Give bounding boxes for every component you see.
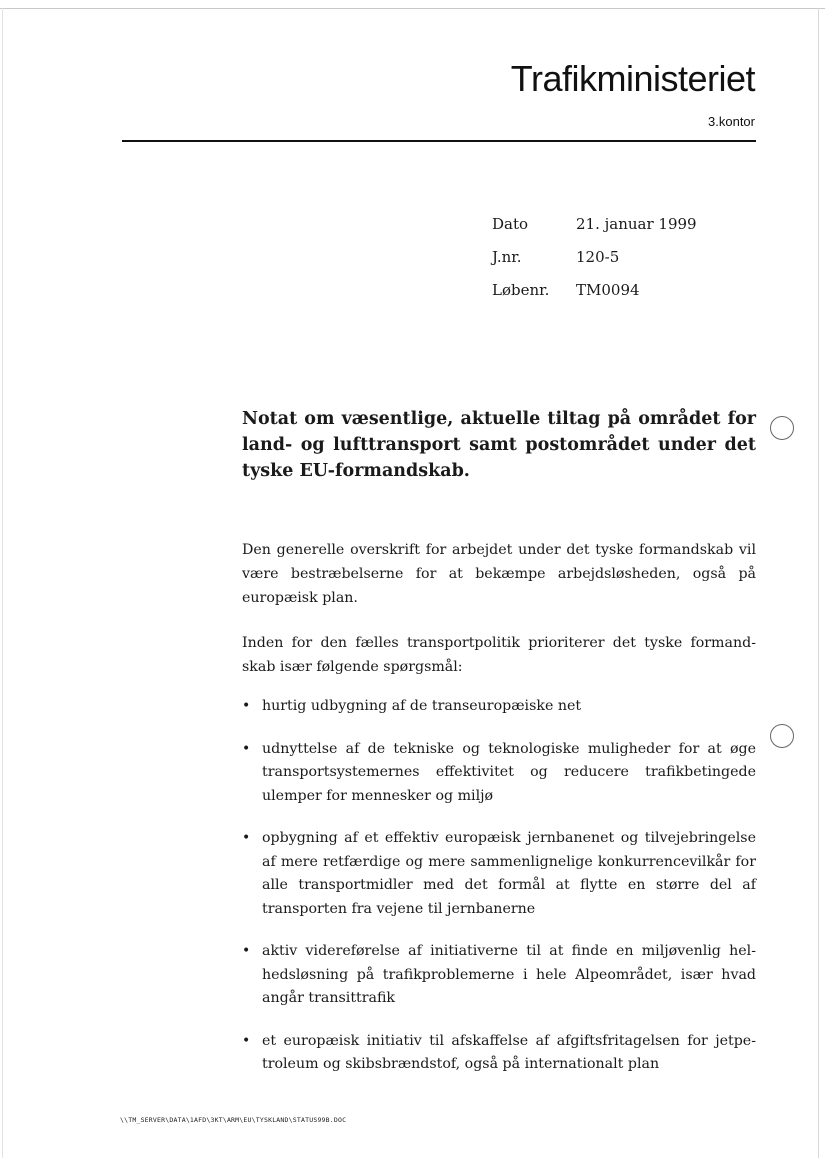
header-rule [122, 140, 756, 142]
bullet-icon: • [242, 1032, 251, 1049]
punch-hole-icon [770, 416, 794, 440]
memo-title: Notat om væsentlige, aktuelle tiltag på området for land- og lufttransport samt postområdet under det tyske EU-formandskab. [242, 409, 756, 481]
bullet-icon: • [242, 740, 251, 757]
meta-row-serial [492, 281, 697, 314]
file-path-footer: \\TM_SERVER\DATA\1AFD\3KT\ARM\EU\TYSKLAND\STATUS99B.DOC [120, 1116, 347, 1124]
page-edge-top [0, 8, 825, 9]
bullet-icon: • [242, 698, 251, 714]
page-edge-right [818, 8, 819, 1158]
journal-number-label: J.nr. [492, 248, 522, 266]
page-edge-left [2, 8, 3, 1158]
list-item: • hurtig udbygning af de transeuropæiske net [242, 695, 756, 719]
meta-row-journal [492, 248, 697, 281]
serial-number-value: TM0094 [576, 281, 640, 299]
punch-hole-icon [770, 724, 794, 748]
journal-number-value: 120-5 [576, 248, 620, 266]
date-label: Dato [492, 215, 529, 233]
serial-number-label: Løbenr. [492, 281, 550, 299]
bullet-icon: • [242, 943, 251, 959]
list-item: • et europæisk initiativ til afskaffelse af afgiftsfritagelsen for jetpe-troleum og skibsbrændstof, også på internationalt plan [242, 1030, 756, 1077]
priorities-paragraph: Inden for den fælles transportpolitik prioriterer det tyske formand-skab især følgende spørgsmål: [242, 635, 756, 675]
priority-list [242, 695, 756, 1096]
meta-row-date [492, 215, 697, 248]
list-item: • opbygning af et effektiv europæisk jernbanenet og tilvejebringelse af mere retfærdige og mere sammenlignelige konkurrencevilkår for alle transportmidler med det formål at flytte en større del af transporten fra vejene til jernbanerne [242, 827, 756, 921]
date-value: 21. januar 1999 [576, 215, 697, 233]
bullet-icon: • [242, 830, 251, 846]
intro-paragraph: Den generelle overskrift for arbejdet under det tyske formandskab vil være bestræbelserne for at bekæmpe arbejdsløsheden, også på europæisk plan. [242, 542, 756, 606]
document-metadata [492, 215, 697, 314]
list-item: • udnyttelse af de tekniske og teknologiske muligheder for at øge transportsystemernes effektivitet og reducere trafikbetingede ulemper for mennesker og miljø [242, 738, 756, 809]
list-item: • aktiv videreførelse af initiativerne til at finde en miljøvenlig hel-hedsløsning på trafikproblemerne i hele Alpeområdet, især hvad angår transittrafik [242, 940, 756, 1011]
ministry-name: Trafikministeriet [510, 58, 755, 99]
office-name: 3.kontor [708, 114, 755, 129]
